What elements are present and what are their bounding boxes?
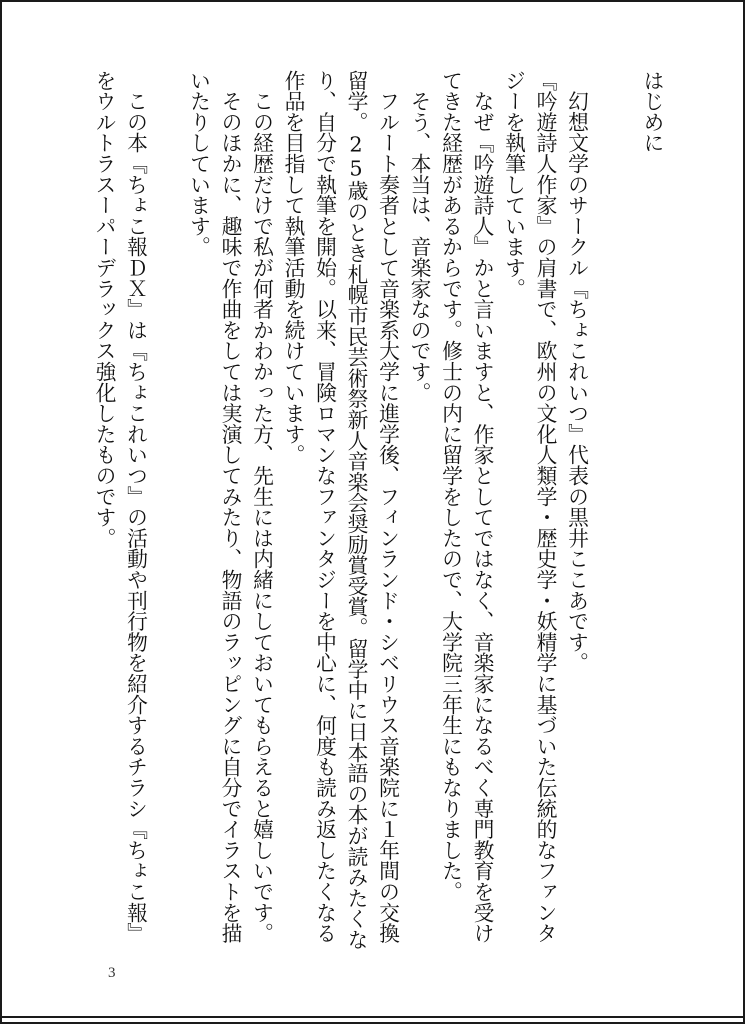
text-line: てきた経歴があるからです。修士の内に留学をしたので、大学院三年生にもなりました。 bbox=[438, 70, 463, 902]
text-line: 幻想文学のサークル『ちょこれいつ』代表の黒井ここあです。 bbox=[564, 70, 589, 674]
page-number: 3 bbox=[108, 965, 116, 981]
text-line: 留学。25歳のとき札幌市民芸術祭新人音楽会奨励賞受賞。留学中に日本語の本が読みたくな bbox=[344, 70, 368, 950]
text-line: ジーを執筆しています。 bbox=[501, 70, 526, 299]
text-line: をウルトラスーパーデラックス強化したものです。 bbox=[92, 70, 116, 549]
text-line: フルート奏者として音楽系大学に進学後、フィンランド・シベリウス音楽院に１年間の交換 bbox=[375, 70, 400, 944]
section-heading: はじめに bbox=[640, 70, 664, 154]
body-text bbox=[88, 70, 668, 960]
text-line: 『吟遊詩人作家』の肩書で、欧州の文化人類学・歴史学・妖精学に基づいた伝統的なファンタ bbox=[533, 70, 557, 944]
text-line: そう、本当は、音楽家なのです。 bbox=[407, 70, 431, 403]
text-line: り、自分で執筆を開始。以来、冒険ロマンなファンタジーを中心に、何度も読み返したくなる bbox=[312, 70, 337, 944]
text-line: いたりしています。 bbox=[186, 70, 211, 258]
text-line: そのほかに、趣味で作曲をしては実演してみたり、物語のラッピングに自分でイラストを描 bbox=[218, 70, 242, 944]
text-line: この本『ちょこ報ＤＸ』は『ちょこれいつ』の活動や刊行物を紹介するチラシ『ちょこ報』 bbox=[123, 70, 148, 944]
text-line: 作品を目指して執筆活動を続けています。 bbox=[281, 70, 305, 466]
text-line: この経歴だけで私が何者かわかった方、先生には内緒にしておいてもらえると嬉しいです。 bbox=[249, 70, 274, 944]
bottom-rule bbox=[0, 1016, 745, 1018]
text-line: なぜ『吟遊詩人』かと言いますと、作家としてではなく、音楽家になるべく専門教育を受け bbox=[470, 70, 494, 944]
blank-line bbox=[151, 70, 183, 960]
